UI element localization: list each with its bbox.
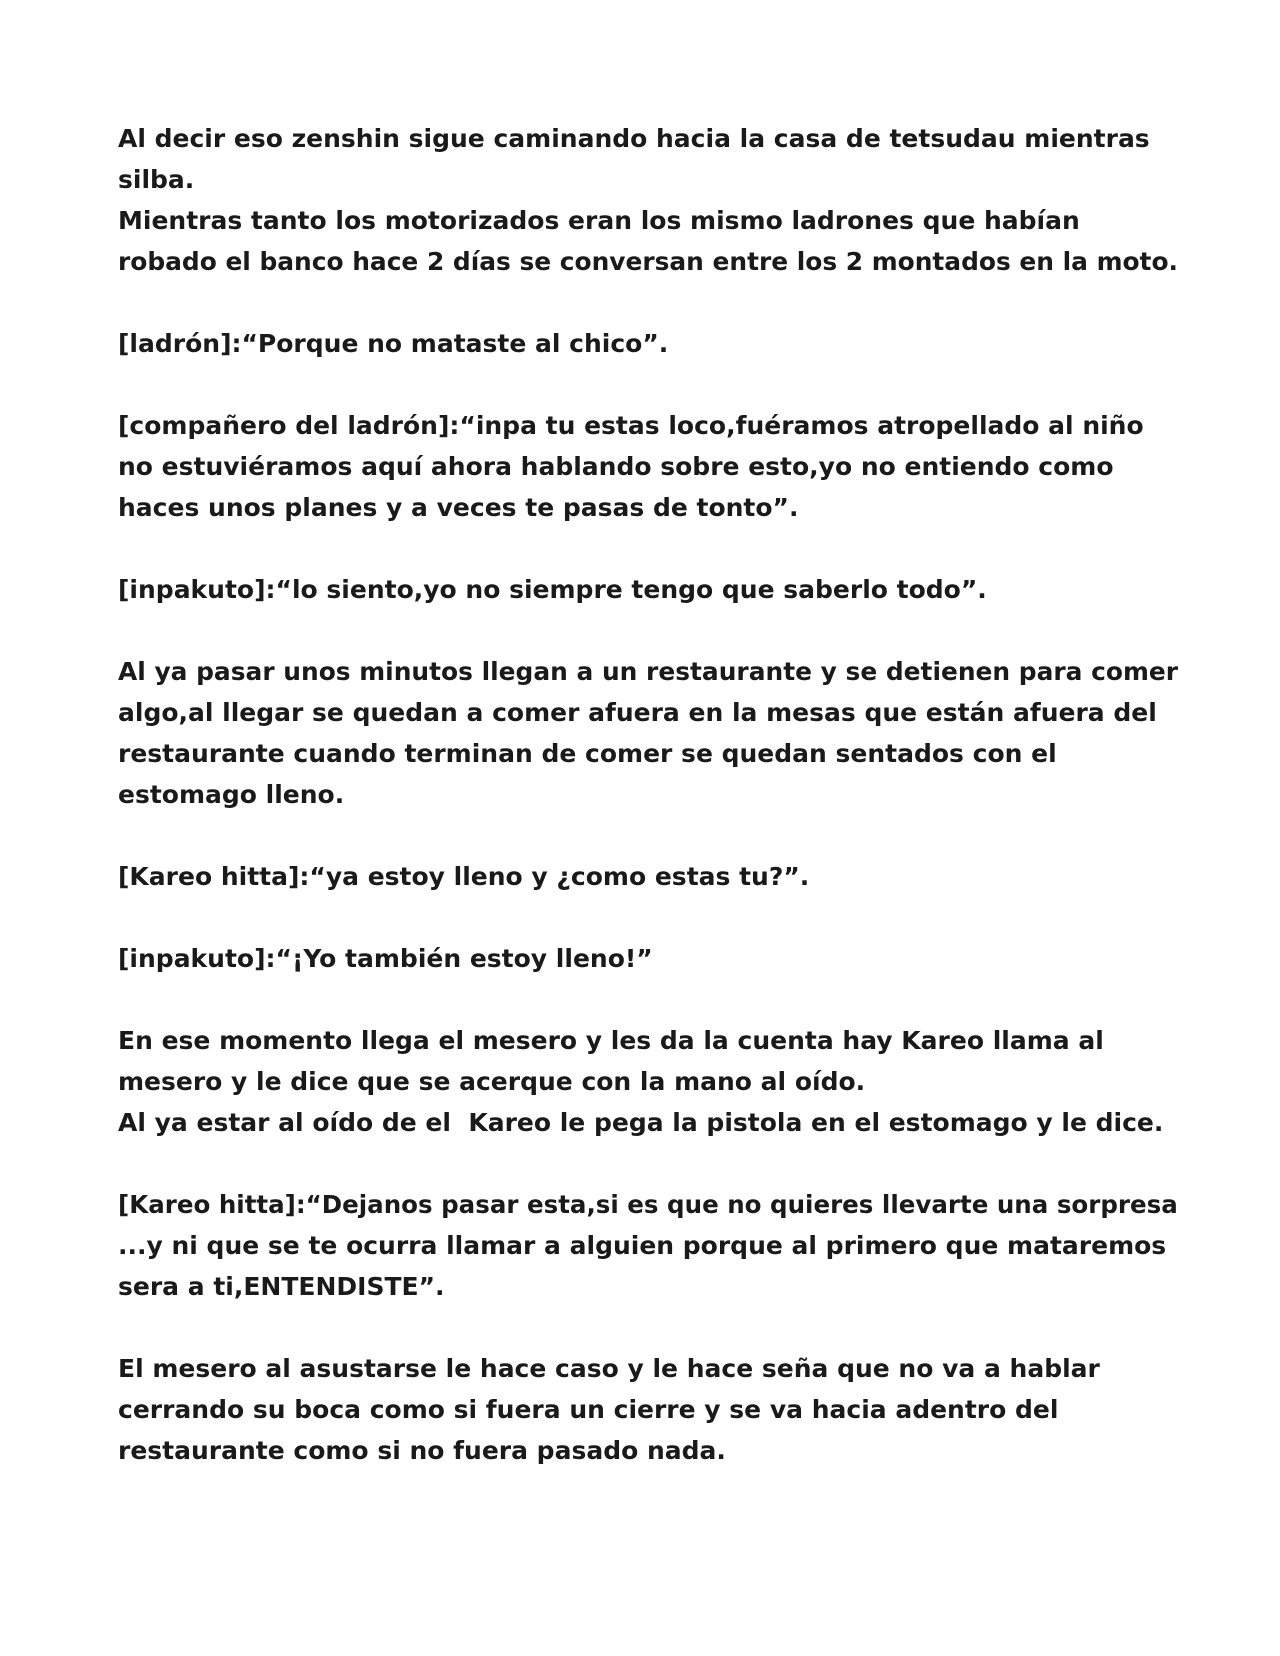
paragraph-dialogue-ladron: [118, 323, 1178, 364]
text-line: [ladrón]:“Porque no mataste al chico”.: [118, 329, 669, 358]
text-line: cerrando su boca como si fuera un cierre y se va hacia adentro del: [118, 1395, 1059, 1424]
paragraph-dialogue-inpakuto-2: [118, 938, 1178, 979]
paragraph-narration-2: [118, 651, 1178, 815]
text-line: algo,al llegar se quedan a comer afuera en la mesas que están afuera del: [118, 698, 1157, 727]
paragraph-dialogue-kareo-2: [118, 1184, 1178, 1307]
text-line: Al ya pasar unos minutos llegan a un restaurante y se detienen para comer: [118, 657, 1179, 686]
paragraph-narration-1: [118, 118, 1178, 282]
text-line: [inpakuto]:“¡Yo también estoy lleno!”: [118, 944, 653, 973]
text-line: [compañero del ladrón]:“inpa tu estas loco,fuéramos atropellado al niño: [118, 411, 1144, 440]
text-line: no estuviéramos aquí ahora hablando sobre esto,yo no entiendo como: [118, 452, 1114, 481]
text-line: silba.: [118, 165, 195, 194]
paragraph-dialogue-kareo-1: [118, 856, 1178, 897]
text-line: Al decir eso zenshin sigue caminando hacia la casa de tetsudau mientras: [118, 124, 1150, 153]
text-line: mesero y le dice que se acerque con la mano al oído.: [118, 1067, 866, 1096]
text-line: En ese momento llega el mesero y les da la cuenta hay Kareo llama al: [118, 1026, 1104, 1055]
paragraph-dialogue-companero: [118, 405, 1178, 528]
text-line: [Kareo hitta]:“ya estoy lleno y ¿como estas tu?”.: [118, 862, 810, 891]
paragraph-narration-3: [118, 1020, 1178, 1143]
text-line: estomago lleno.: [118, 780, 345, 809]
text-line: restaurante como si no fuera pasado nada.: [118, 1436, 726, 1465]
text-line: Al ya estar al oído de el Kareo le pega la pistola en el estomago y le dice.: [118, 1108, 1164, 1137]
text-line: restaurante cuando terminan de comer se quedan sentados con el: [118, 739, 1057, 768]
text-line: robado el banco hace 2 días se conversan entre los 2 montados en la moto.: [118, 247, 1178, 276]
text-line: [inpakuto]:“lo siento,yo no siempre tengo que saberlo todo”.: [118, 575, 987, 604]
text-line: El mesero al asustarse le hace caso y le hace seña que no va a hablar: [118, 1354, 1100, 1383]
text-line: haces unos planes y a veces te pasas de tonto”.: [118, 493, 799, 522]
paragraph-narration-4: [118, 1348, 1178, 1471]
text-line: [Kareo hitta]:“Dejanos pasar esta,si es que no quieres llevarte una sorpresa: [118, 1190, 1178, 1219]
document-page: [118, 118, 1178, 1512]
text-line: ...y ni que se te ocurra llamar a alguien porque al primero que mataremos: [118, 1231, 1167, 1260]
paragraph-dialogue-inpakuto-1: [118, 569, 1178, 610]
text-line: sera a ti,ENTENDISTE”.: [118, 1272, 445, 1301]
text-line: Mientras tanto los motorizados eran los mismo ladrones que habían: [118, 206, 1080, 235]
